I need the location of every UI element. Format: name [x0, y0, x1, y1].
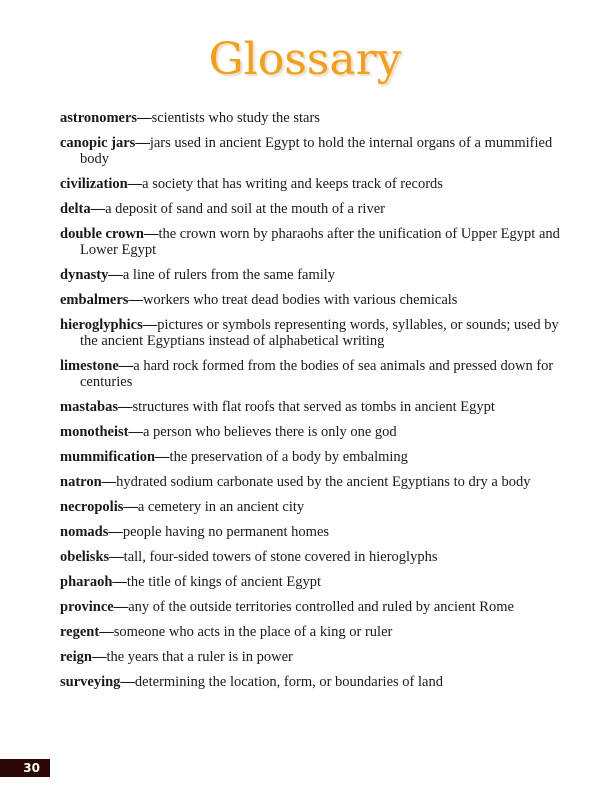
- glossary-term: natron: [60, 474, 102, 490]
- glossary-entry: [60, 292, 560, 308]
- glossary-definition: a line of rulers from the same family: [122, 267, 336, 283]
- glossary-definition: people having no permanent homes: [122, 524, 330, 540]
- glossary-definition: a hard rock formed from the bodies of sea animals and pressed down for centuries: [80, 358, 554, 390]
- glossary-term: delta: [60, 201, 91, 217]
- page-number: 30: [0, 759, 50, 777]
- term-separator: —: [101, 474, 117, 490]
- glossary-term: reign: [60, 649, 92, 665]
- glossary-entry: [60, 649, 560, 665]
- glossary-definition: hydrated sodium carbonate used by the ancient Egyptians to dry a body: [116, 474, 531, 490]
- glossary-entry: [60, 201, 560, 217]
- glossary-term: canopic jars: [60, 135, 136, 151]
- glossary-term: nomads: [60, 524, 109, 540]
- glossary-definition: a society that has writing and keeps track of records: [142, 176, 443, 192]
- glossary-definition: the years that a ruler is in power: [106, 649, 293, 665]
- term-separator: —: [108, 267, 123, 283]
- glossary-entry: [60, 226, 560, 258]
- glossary-definition: determining the location, form, or boundaries of land: [134, 674, 443, 690]
- term-separator: —: [155, 449, 170, 465]
- term-separator: —: [99, 624, 114, 640]
- term-separator: —: [112, 574, 127, 590]
- term-separator: —: [108, 524, 123, 540]
- glossary-entry: [60, 524, 560, 540]
- term-separator: —: [137, 110, 152, 126]
- glossary-definition: a person who believes there is only one god: [142, 424, 397, 440]
- glossary-definition: tall, four-sided towers of stone covered in hieroglyphs: [123, 549, 438, 565]
- glossary-entry: [60, 599, 560, 615]
- glossary-entry: [60, 358, 560, 390]
- glossary-term: regent: [60, 624, 100, 640]
- glossary-entry: [60, 399, 560, 415]
- glossary-term: double crown: [60, 226, 144, 242]
- glossary-term: obelisks: [60, 549, 110, 565]
- glossary-entry: [60, 624, 560, 640]
- glossary-term: mummification: [60, 449, 156, 465]
- term-separator: —: [128, 292, 143, 308]
- term-separator: —: [109, 549, 124, 565]
- glossary-term: pharaoh: [60, 574, 113, 590]
- glossary-entry: [60, 549, 560, 565]
- term-separator: —: [143, 226, 159, 242]
- term-separator: —: [128, 424, 143, 440]
- term-separator: —: [90, 201, 106, 217]
- glossary-definition: any of the outside territories controlled and ruled by ancient Rome: [128, 599, 514, 615]
- term-separator: —: [118, 358, 134, 374]
- glossary-term: dynasty: [60, 267, 109, 283]
- term-separator: —: [118, 399, 133, 415]
- glossary-definition: workers who treat dead bodies with various chemicals: [142, 292, 458, 308]
- glossary-term: monotheist: [60, 424, 129, 440]
- glossary-definition: scientists who study the stars: [151, 110, 320, 126]
- glossary-definition: someone who acts in the place of a king or ruler: [113, 624, 393, 640]
- term-separator: —: [142, 317, 158, 333]
- glossary-entry: [60, 176, 560, 192]
- glossary-term: hieroglyphics: [60, 317, 143, 333]
- glossary-definition: a cemetery in an ancient city: [137, 499, 305, 515]
- glossary-definition: the title of kings of ancient Egypt: [126, 574, 321, 590]
- glossary-entry: [60, 474, 560, 490]
- glossary-definition: jars used in ancient Egypt to hold the internal organs of a mummified body: [80, 135, 553, 167]
- glossary-list: [60, 110, 560, 699]
- glossary-term: civilization: [60, 176, 128, 192]
- glossary-term: astronomers: [60, 110, 138, 126]
- glossary-definition: structures with flat roofs that served as tombs in ancient Egypt: [132, 399, 495, 415]
- term-separator: —: [123, 499, 138, 515]
- glossary-entry: [60, 424, 560, 440]
- glossary-term: necropolis: [60, 499, 124, 515]
- glossary-entry: [60, 499, 560, 515]
- glossary-entry: [60, 267, 560, 283]
- glossary-entry: [60, 110, 560, 126]
- glossary-entry: [60, 574, 560, 590]
- glossary-entry: [60, 674, 560, 690]
- term-separator: —: [91, 649, 107, 665]
- glossary-entry: [60, 317, 560, 349]
- glossary-term: mastabas: [60, 399, 119, 415]
- term-separator: —: [135, 135, 150, 151]
- glossary-term: embalmers: [60, 292, 129, 308]
- glossary-term: limestone: [60, 358, 119, 374]
- glossary-definition: the preservation of a body by embalming: [169, 449, 408, 465]
- glossary-definition: the crown worn by pharaohs after the unification of Upper Egypt and Lower Egypt: [80, 226, 560, 258]
- glossary-term: province: [60, 599, 114, 615]
- page-title: Glossary: [208, 34, 402, 85]
- term-separator: —: [127, 176, 143, 192]
- glossary-definition: a deposit of sand and soil at the mouth of a river: [105, 201, 385, 217]
- term-separator: —: [113, 599, 129, 615]
- term-separator: —: [120, 674, 135, 690]
- glossary-definition: pictures or symbols representing words, syllables, or sounds; used by the ancient Egyptians instead of alphabetical writing: [80, 317, 559, 349]
- glossary-entry: [60, 449, 560, 465]
- glossary-term: surveying: [60, 674, 121, 690]
- glossary-entry: [60, 135, 560, 167]
